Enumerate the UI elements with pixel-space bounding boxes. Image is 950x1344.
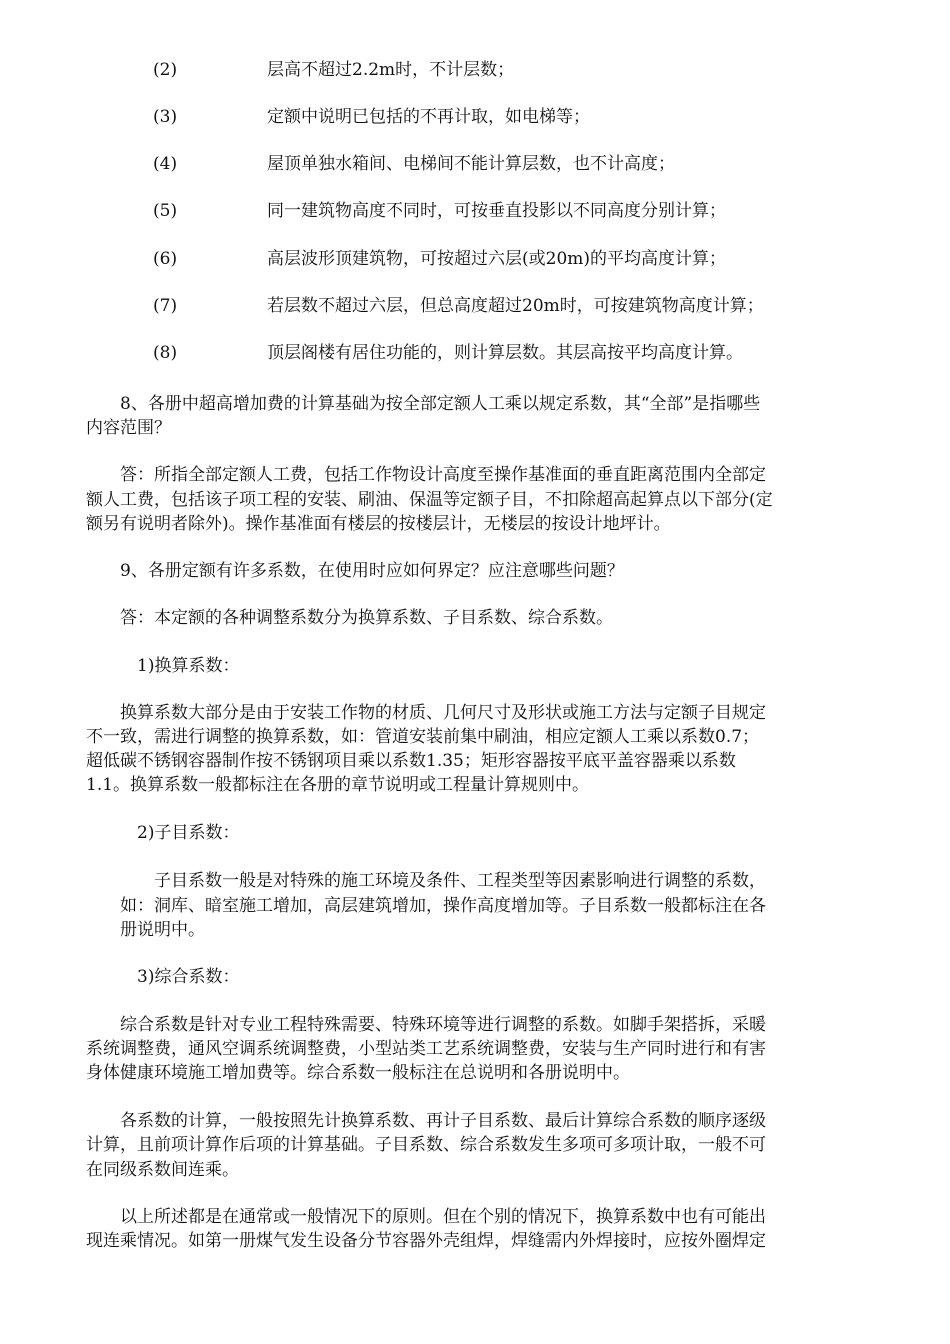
question-9: 9、各册定额有许多系数，在使用时应如何界定？应注意哪些问题？	[120, 561, 624, 581]
list-item-number: (5)	[153, 201, 178, 221]
paragraph-line: 答：所指全部定额人工费，包括工作物设计高度至操作基准面的垂直距离范围内全部定	[120, 465, 766, 485]
section-heading: 3)综合系数：	[137, 967, 240, 987]
list-item-number: (2)	[153, 60, 178, 80]
paragraph-line: 额人工费，包括该子项工程的安装、刷油、保温等定额子目，不扣除超高起算点以下部分(定	[86, 490, 773, 510]
list-item-text: 若层数不超过六层，但总高度超过20m时，可按建筑物高度计算；	[267, 296, 764, 316]
paragraph-line: 超低碳不锈钢容器制作按不锈钢项目乘以系数1.35；矩形容器按平底平盖容器乘以系数	[86, 751, 736, 771]
section-heading: 1)换算系数：	[137, 656, 240, 676]
paragraph-line: 1.1。换算系数一般都标注在各册的章节说明或工程量计算规则中。	[86, 775, 590, 795]
paragraph-line: 如：洞库、暗室施工增加，高层建筑增加，操作高度增加等。子目系数一般都标注在各	[120, 896, 766, 916]
list-item-text: 顶层阁楼有居住功能的，则计算层数。其层高按平均高度计算。	[267, 343, 743, 363]
paragraph-line: 以上所述都是在通常或一般情况下的原则。但在个别的情况下，换算系数中也有可能出	[120, 1207, 766, 1227]
paragraph-line: 子目系数一般是对特殊的施工环境及条件、工程类型等因素影响进行调整的系数，	[154, 871, 766, 891]
paragraph-line: 身体健康环境施工增加费等。综合系数一般标注在总说明和各册说明中。	[86, 1063, 630, 1083]
list-item-number: (4)	[153, 154, 178, 174]
answer-9: 答：本定额的各种调整系数分为换算系数、子目系数、综合系数。	[120, 608, 613, 628]
list-item-text: 同一建筑物高度不同时，可按垂直投影以不同高度分别计算；	[267, 201, 726, 221]
section-heading: 2)子目系数：	[137, 823, 240, 843]
list-item-number: (3)	[153, 107, 178, 127]
list-item-number: (7)	[153, 296, 178, 316]
paragraph-line: 现连乘情况。如第一册煤气发生设备分节容器外壳组焊，焊缝需内外焊接时，应按外圈焊定	[86, 1231, 766, 1251]
paragraph-line: 各系数的计算，一般按照先计换算系数、再计子目系数、最后计算综合系数的顺序逐级	[120, 1111, 766, 1131]
list-item-text: 屋顶单独水箱间、电梯间不能计算层数，也不计高度；	[267, 154, 675, 174]
paragraph-line: 换算系数大部分是由于安装工作物的材质、几何尺寸及形状或施工方法与定额子目规定	[120, 703, 766, 723]
list-item-number: (6)	[153, 249, 178, 269]
paragraph-line: 8、各册中超高增加费的计算基础为按全部定额人工乘以规定系数，其“全部”是指哪些	[120, 394, 761, 414]
list-item-number: (8)	[153, 343, 178, 363]
list-item-text: 高层波形顶建筑物，可按超过六层(或20m)的平均高度计算；	[267, 249, 727, 269]
paragraph-line: 计算，且前项计算作后项的计算基础。子目系数、综合系数发生多项可多项计取，一般不可	[86, 1135, 766, 1155]
paragraph-line: 综合系数是针对专业工程特殊需要、特殊环境等进行调整的系数。如脚手架搭拆，采暖	[120, 1015, 766, 1035]
paragraph-line: 额另有说明者除外)。操作基准面有楼层的按楼层计，无楼层的按设计地坪计。	[86, 514, 671, 534]
paragraph-line: 在同级系数间连乘。	[86, 1160, 239, 1180]
list-item-text: 定额中说明已包括的不再计取，如电梯等；	[267, 107, 590, 127]
paragraph-line: 册说明中。	[120, 920, 205, 940]
paragraph-line: 内容范围？	[86, 418, 171, 438]
paragraph-line: 不一致，需进行调整的换算系数，如：管道安装前集中刷油，相应定额人工乘以系数0.7；	[86, 727, 760, 747]
paragraph-line: 系统调整费，通风空调系统调整费，小型站类工艺系统调整费，安装与生产同时进行和有害	[86, 1039, 766, 1059]
list-item-text: 层高不超过2.2m时，不计层数；	[267, 60, 515, 80]
